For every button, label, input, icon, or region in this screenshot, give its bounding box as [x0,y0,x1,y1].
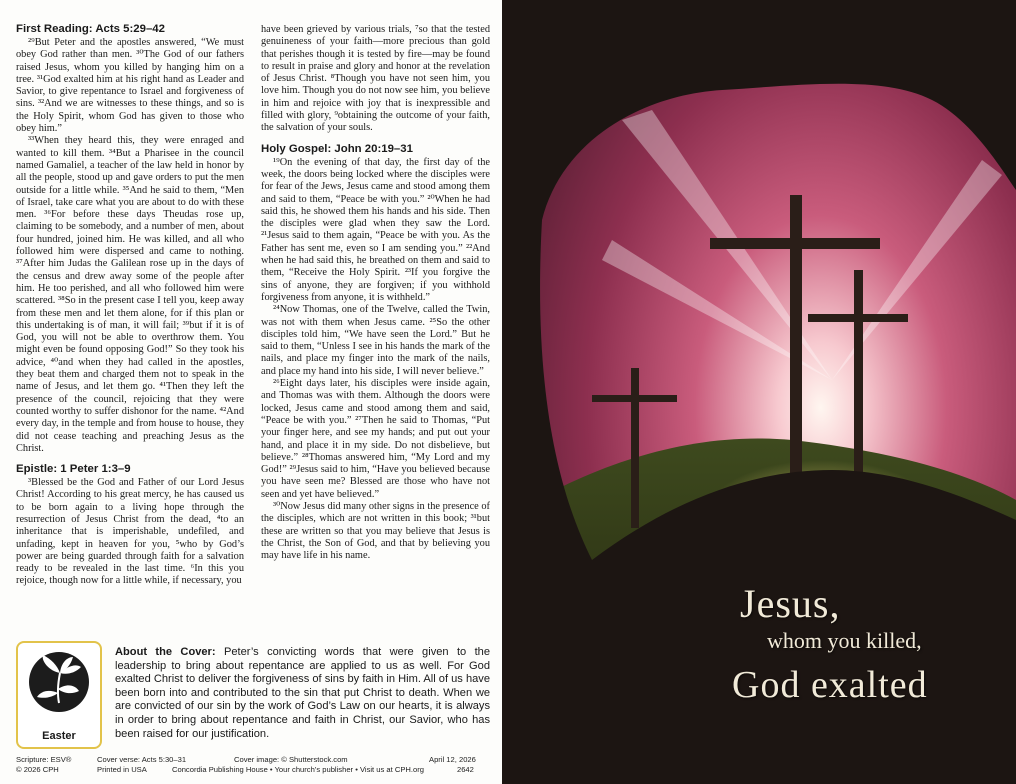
season-badge [16,641,102,749]
column-right [261,24,490,628]
season-label: Easter [42,730,76,742]
gospel-paragraph: ³⁰Now Jesus did many other signs in the presence of the disciples, which are not written in this book; ³¹but these are written so that you may believe that Jesus is the Christ, the Son of God, and that by believing you may have life in his name. [261,500,490,562]
epistle-paragraph: ³Blessed be the God and Father of our Lord Jesus Christ! According to his great mercy, he has caused us to be born again to a living hope through the resurrection of Jesus Christ from the dead, ⁴to an inheritance that is imperishable, undefiled, and unfading, kept in heaven for you, ⁵who by God’s power are being guarded through faith for a salvation ready to be revealed in the last time. ⁶In this you rejoice, though now for a little while, if necessary, you [16,477,244,587]
lily-icon [27,649,91,715]
cover-title-line3: God exalted [732,664,928,706]
about-cover-text: Peter’s convicting words that were given to the leadership to bring about repentance are applied to us as well. For God exalted Christ to deliver the forgiveness of sins by faith in Him. All of us have been born into and contributed to the sin that put Christ to death. When we are convicted of our sin by the work of God’s Law on our hearts, it is always in order to bring about repentance and faith in Christ, our Savior, who has been raised for our justification. [115,646,491,740]
about-cover-title: About the Cover: [115,646,216,658]
gospel-paragraph: ²⁶Eight days later, his disciples were inside again, and Thomas was with them. Although the doors were locked, Jesus came and stood among them and said, “Peace be with you.” ²⁷Then he said to Thomas, “Put your finger here, and see my hands; and put out your hand, and place it in my side. Do not disbelieve, but believe.” ²⁸Thomas answered him, “My Lord and my God!” ²⁹Jesus said to him, “Have you believed because you have seen me? Blessed are those who have not seen and yet have believed.” [261,378,490,500]
footer-date: April 12, 2026 2642 [429,755,476,774]
left-cross-post [631,368,639,528]
center-cross-beam [710,238,880,249]
bulletin-text-page [0,0,502,784]
cover-page [502,0,1016,784]
first-reading-paragraph: ²⁹But Peter and the apostles answered, “We must obey God rather than men. ³⁰The God of our fathers raised Jesus, whom you killed by hanging him on a tree. ³¹God exalted him at his right hand as Leader and Savior, to give repentance to Israel and forgiveness of sins. ³²And we are witnesses to these things, and so is the Holy Spirit, whom God has given to those who obey him.” [16,37,244,135]
first-reading-heading: First Reading: Acts 5:29–42 [16,23,165,35]
first-reading-paragraph: ³³When they heard this, they were enraged and wanted to kill them. ³⁴But a Pharisee in the council named Gamaliel, a teacher of the law held in honor by all the people, stood up and gave orders to put the men outside for a little while. ³⁵And he said to them, “Men of Israel, take care what you are about to do with these men. ³⁶For before these days Theudas rose up, claiming to be somebody, and a number of men, about four hundred, joined him. He was killed, and all who followed him were dispersed and came to nothing. ³⁷After him Judas the Galilean rose up in the days of the census and drew away some of the people after him. He too perished, and all who followed him were scattered. ³⁸So in the present case I tell you, keep away from these men and let them alone, for if this plan or this undertaking is of man, it will fail; ³⁹but if it is of God, you will not be able to overthrow them. You might even be found opposing God!” So they took his advice, ⁴⁰and when they had called in the apostles, they beat them and charged them not to speak in the name of Jesus, and let them go. ⁴¹Then they left the presence of the council, rejoicing that they were counted worthy to suffer dishonor for the name. ⁴²And every day, in the temple and from house to house, they did not cease teaching and preaching Jesus as the Christ. [16,135,244,454]
right-cross-beam [808,314,908,322]
footer-scripture: Scripture: ESV® © 2026 CPH [16,755,72,774]
gospel-heading: Holy Gospel: John 20:19–31 [261,142,413,155]
column-left [16,22,244,626]
footer-publisher: Cover image: © Shutterstock.com Concordia Publishing House • Your church’s publisher • Visit us at CPH.org [172,755,424,774]
cover-title-line1: Jesus, [740,581,841,626]
cover-title-line2: whom you killed, [767,628,922,653]
gospel-paragraph: ¹⁹On the evening of that day, the first day of the week, the doors being locked where the disciples were for fear of the Jews, Jesus came and stood among them and said to them, “Peace be with you.” ²⁰When he had said this, he showed them his hands and his side. Then the disciples were glad when they saw the Lord. ²¹Jesus said to them again, “Peace be with you. As the Father has sent me, even so I am sending you.” ²²And when he had said this, he breathed on them and said to them, “Receive the Holy Spirit. ²³If you forgive the sins of anyone, they are forgiven; if you withhold forgiveness from anyone, it is withheld.” [261,156,490,303]
left-cross-beam [592,395,677,402]
epistle-paragraph-continued: have been grieved by various trials, ⁷so that the tested genuineness of your faith—more precious than gold that perishes though it is tested by fire—may be found to result in praise and glory and honor at the revelation of Jesus Christ. ⁸Though you have not seen him, you love him. Though you do not now see him, you believe in him and rejoice with joy that is inexpressible and filled with glory, ⁹obtaining the outcome of your faith, the salvation of your souls. [261,24,490,134]
footer-cover-verse: Cover verse: Acts 5:30–31 Printed in USA [97,755,187,774]
gospel-paragraph: ²⁴Now Thomas, one of the Twelve, called the Twin, was not with them when Jesus came. ²⁵So the other disciples told him, “We have seen the Lord.” But he said to them, “Unless I see in his hands the mark of the nails, and place my finger into the mark of the nails, and place my hand into his side, I will never believe.” [261,304,490,377]
about-cover [115,646,490,741]
epistle-heading: Epistle: 1 Peter 1:3–9 [16,463,131,476]
